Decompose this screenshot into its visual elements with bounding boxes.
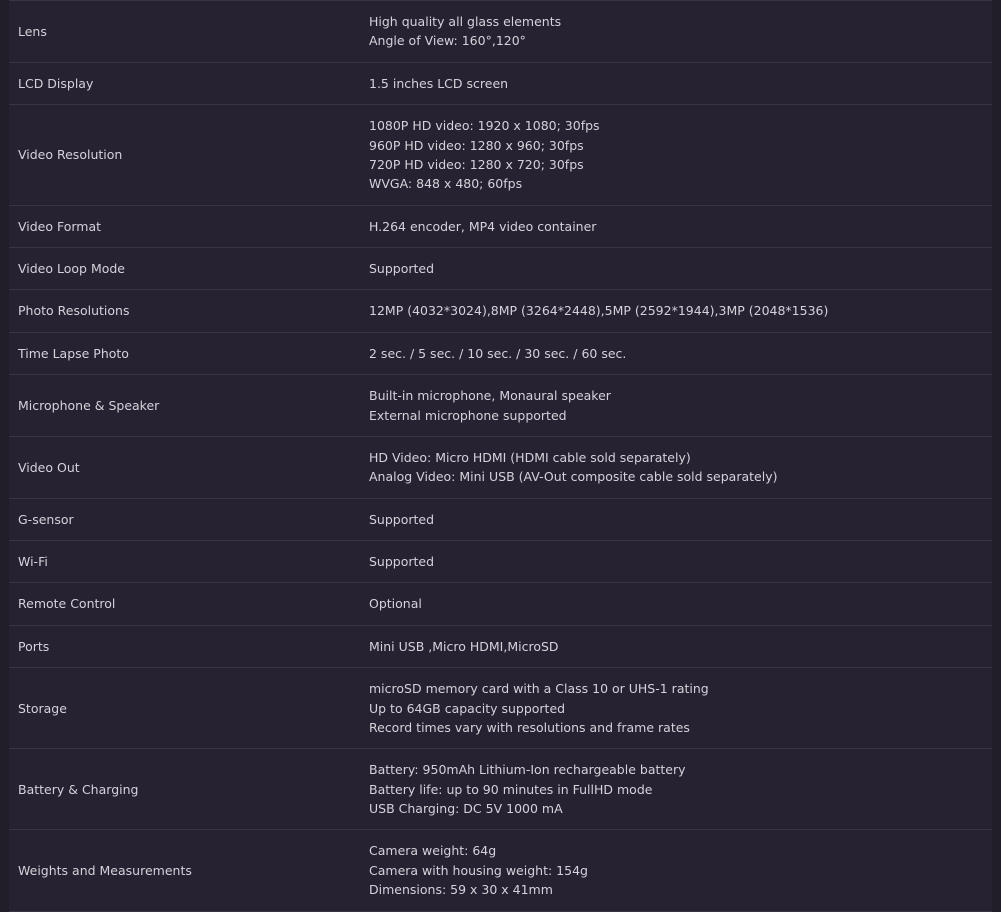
spec-value-line: Supported <box>369 261 435 276</box>
spec-value-line: 1.5 inches LCD screen <box>369 75 509 91</box>
spec-label: G-sensor <box>18 511 74 527</box>
table-row <box>9 290 992 332</box>
spec-label: Video Out <box>18 459 80 475</box>
spec-value-line: USB Charging: DC 5V 1000 mA <box>369 801 563 816</box>
spec-value <box>368 541 992 583</box>
spec-value <box>368 749 992 830</box>
spec-value-line: Angle of View: 160°,120° <box>369 33 526 49</box>
spec-value-line: Battery life: up to 90 minutes in FullHD mode <box>369 781 653 797</box>
spec-value-line: Optional <box>369 596 422 612</box>
spec-value <box>368 583 992 625</box>
spec-value-line: Camera with housing weight: 154g <box>369 862 588 878</box>
spec-value <box>368 436 992 498</box>
spec-label: Video Resolution <box>18 147 123 163</box>
spec-label: Photo Resolutions <box>18 303 130 319</box>
spec-label: Ports <box>18 638 50 654</box>
table-row <box>9 625 992 667</box>
spec-value <box>368 625 992 667</box>
table-row <box>9 248 992 290</box>
table-row <box>9 105 992 206</box>
spec-value <box>368 290 992 332</box>
table-row <box>9 830 992 911</box>
table-row <box>9 668 992 749</box>
spec-label: Weights and Measurements <box>18 862 192 878</box>
spec-value-line: Battery: 950mAh Lithium-Ion rechargeable battery <box>369 762 686 778</box>
spec-value-line: Record times vary with resolutions and frame rates <box>369 719 690 735</box>
spec-label: Storage <box>18 700 67 716</box>
spec-value <box>368 1 992 63</box>
spec-label: Microphone & Speaker <box>18 397 160 413</box>
table-row <box>9 498 992 540</box>
spec-value <box>368 205 992 247</box>
spec-value <box>368 332 992 374</box>
spec-label: Battery & Charging <box>18 781 139 797</box>
spec-value-line: H.264 encoder, MP4 video container <box>369 218 597 234</box>
spec-value-line: Supported <box>369 554 435 569</box>
spec-label: Wi-Fi <box>18 554 48 569</box>
table-row <box>9 375 992 437</box>
spec-value-line: 960P HD video: 1280 x 960; 30fps <box>369 137 584 153</box>
specifications-table <box>9 0 992 912</box>
spec-value <box>368 105 992 206</box>
spec-label: Video Format <box>18 218 102 234</box>
specifications-table-body <box>9 1 992 912</box>
spec-value-line: 12MP (4032*3024),8MP (3264*2448),5MP (2592*1944),3MP (2048*1536) <box>369 303 829 319</box>
spec-value <box>368 248 992 290</box>
spec-value-line: Mini USB ,Micro HDMI,MicroSD <box>369 638 559 654</box>
spec-value-line: Up to 64GB capacity supported <box>369 700 566 716</box>
table-row <box>9 541 992 583</box>
spec-value-line: Dimensions: 59 x 30 x 41mm <box>369 882 553 898</box>
spec-label: Time Lapse Photo <box>18 345 129 361</box>
spec-value-line: WVGA: 848 x 480; 60fps <box>369 176 523 192</box>
spec-label: LCD Display <box>18 75 94 91</box>
table-row <box>9 332 992 374</box>
table-row <box>9 749 992 830</box>
spec-value <box>368 668 992 749</box>
spec-value <box>368 830 992 911</box>
spec-value <box>368 498 992 540</box>
spec-value-line: Supported <box>369 511 435 527</box>
spec-value <box>368 375 992 437</box>
table-row <box>9 583 992 625</box>
spec-value-line: External microphone supported <box>369 407 567 423</box>
spec-value-line: Analog Video: Mini USB (AV-Out composite cable sold separately) <box>369 469 778 485</box>
table-row <box>9 436 992 498</box>
table-row <box>9 62 992 104</box>
spec-value-line: High quality all glass elements <box>369 14 562 29</box>
spec-value <box>368 62 992 104</box>
spec-value-line: 2 sec. / 5 sec. / 10 sec. / 30 sec. / 60 sec. <box>369 345 627 361</box>
spec-value-line: microSD memory card with a Class 10 or UHS-1 rating <box>369 681 709 697</box>
spec-label: Lens <box>18 23 47 39</box>
table-row <box>9 1 992 63</box>
spec-value-line: 1080P HD video: 1920 x 1080; 30fps <box>369 118 600 134</box>
spec-value-line: Camera weight: 64g <box>369 843 497 859</box>
spec-value-line: Built-in microphone, Monaural speaker <box>369 388 611 404</box>
spec-value-line: HD Video: Micro HDMI (HDMI cable sold separately) <box>369 449 691 465</box>
table-row <box>9 205 992 247</box>
spec-label: Video Loop Mode <box>18 261 126 276</box>
spec-value-line: 720P HD video: 1280 x 720; 30fps <box>369 156 584 172</box>
spec-label: Remote Control <box>18 596 116 612</box>
